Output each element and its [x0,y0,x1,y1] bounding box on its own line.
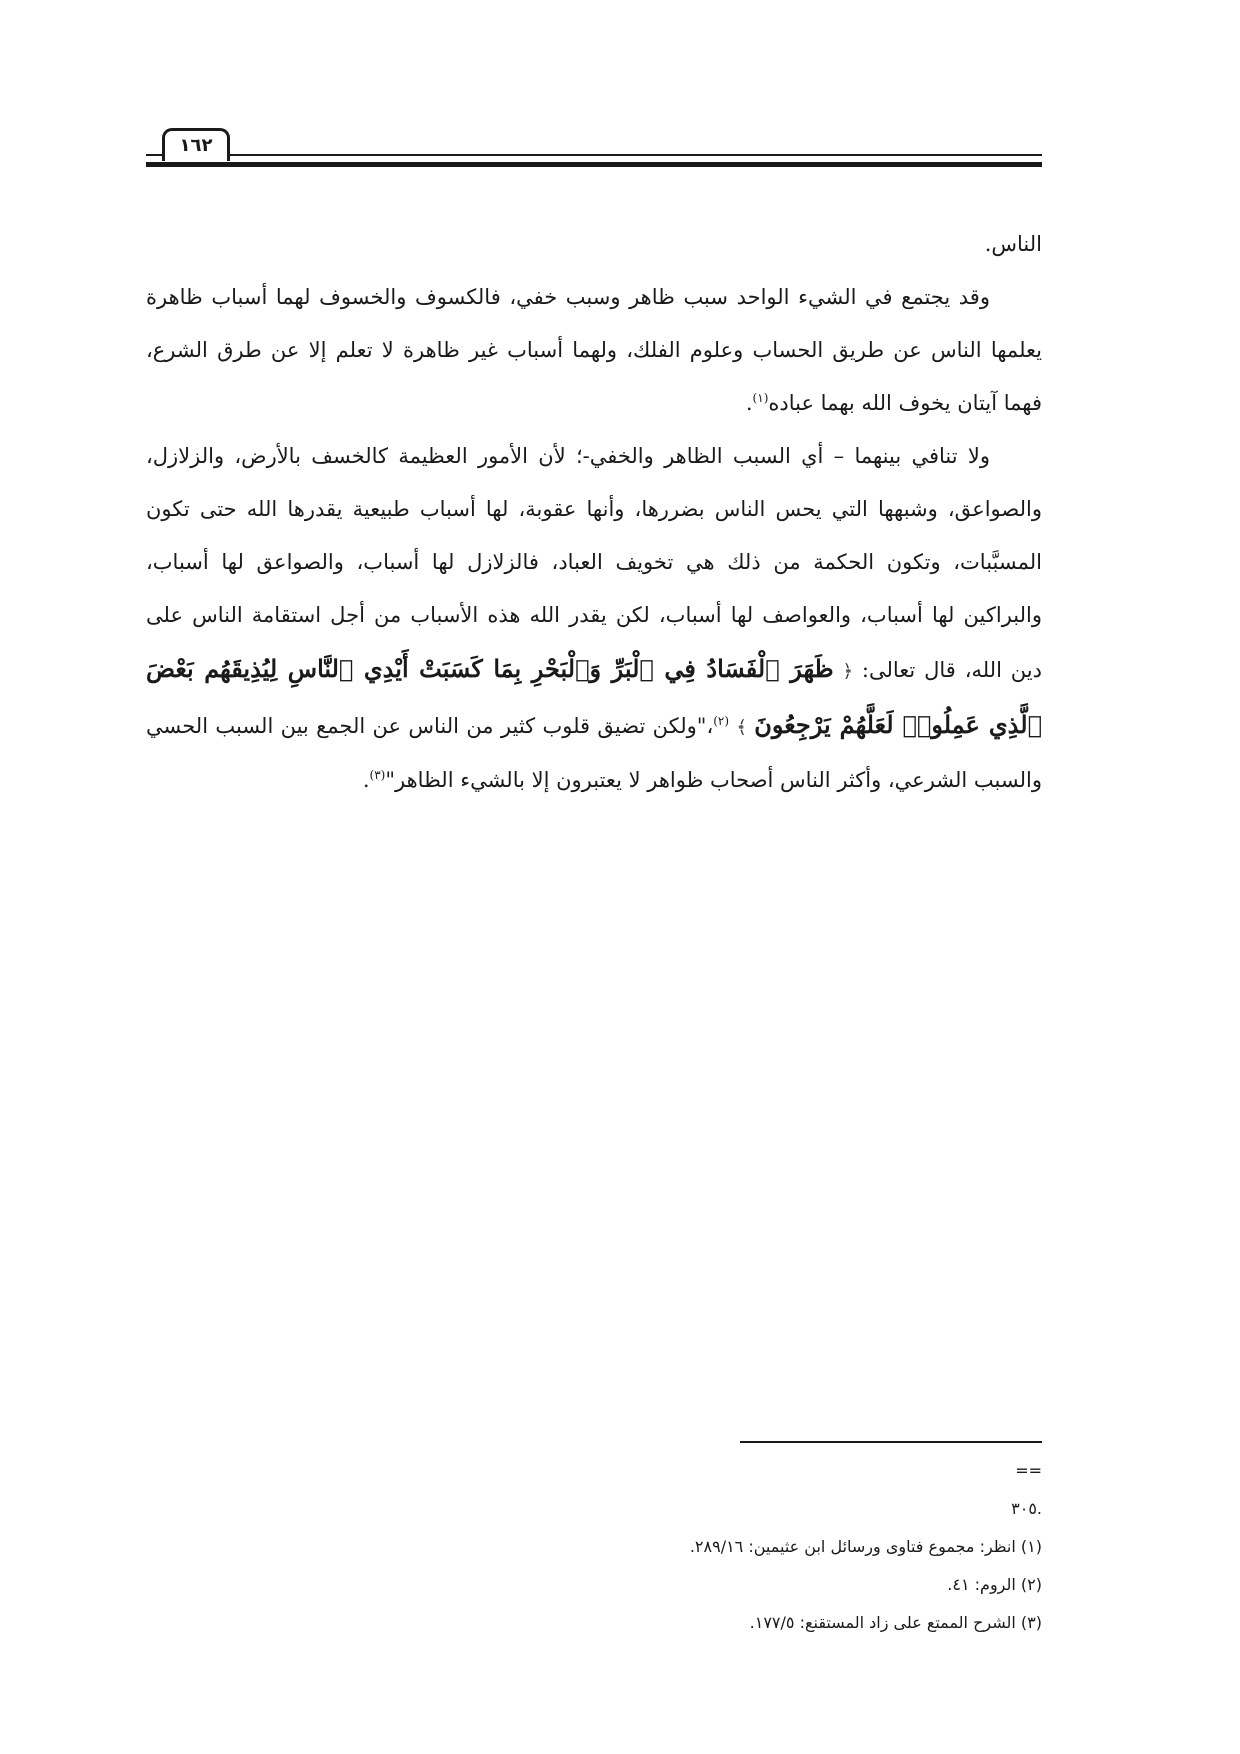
paragraph-3-end: . [362,768,370,792]
footnote-ref-1[interactable]: (١) [752,391,769,405]
paragraph-3-text: ولا تنافي بينهما – أي السبب الظاهر والخفي-؛ لأن الأمور العظيمة كالخسف بالأرض، والزلازل، والصواعق، وشبهها التي يحس الناس بضررها، وأنها عقوبة، لها أسباب طبيعية يقدرها الله حتى تكون المسبَّبات، وتكون الحكمة من ذلك هي تخويف العباد، فالزلازل لها أسباب، والصواعق لها أسباب، والبراكين لها أسباب، والعواصف لها أسباب، لكن يقدر الله هذه الأسباب من أجل استقامة الناس على دين الله، قال تعالى: [146,444,1042,682]
footnote-2: (٢) الروم: ٤١. [947,1575,1042,1594]
quran-verse: ظَهَرَ ٱلْفَسَادُ فِي ٱلْبَرِّ وَٱلْبَحْرِ بِمَا كَسَبَتْ أَيْدِي ٱلنَّاسِ لِيُذِيقَهُم بَعْضَ ٱلَّذِي عَمِلُوا۟ لَعَلَّهُمْ يَرْجِعُونَ [146,654,1042,739]
footnotes [146,1452,1042,1642]
footnote-separator [740,1441,1042,1443]
body-text [146,218,1042,807]
footnote-3: (٣) الشرح الممتع على زاد المستقنع: ١٧٧/٥. [749,1613,1042,1632]
footnote-1: (١) انظر: مجموع فتاوى ورسائل ابن عثيمين: ٢٨٩/١٦. [689,1537,1042,1556]
footnote-ref-2[interactable]: (٢) [713,714,730,728]
paragraph-2-end: . [745,391,753,415]
header-rule-thick [146,162,1042,167]
paragraph-1: الناس. [984,232,1042,256]
verse-close-bracket: ﴾ [736,717,747,738]
paragraph-2-text: وقد يجتمع في الشيء الواحد سبب ظاهر وسبب خفي، فالكسوف والخسوف لهما أسباب ظاهرة يعلمها الناس عن طريق الحساب وعلوم الفلك، ولهما أسباب غير ظاهرة لا تعلم إلا عن طرق الشرع، فهما آيتان يخوف الله بهما عباده [146,285,1042,415]
paragraph-3-continuation: ،"ولكن تضيق قلوب كثير من الناس عن الجمع بين السبب الحسي والسبب الشرعي، وأكثر الناس أصحاب ظواهر لا يعتبرون إلا بالشيء الظاهر" [146,714,1042,792]
footnote-continuation-mark: == [1015,1461,1042,1480]
footnote-ref-3[interactable]: (٣) [369,768,386,782]
paragraph-2 [146,271,1042,430]
page-number: ١٦٢ [162,128,230,161]
header-rule-thin [146,154,1042,156]
footnote-continuation-text: .٣٠٥ [1011,1499,1042,1518]
verse-open-bracket: ﴿ [842,661,854,682]
paragraph-3 [146,430,1042,807]
page-header [146,128,1042,168]
